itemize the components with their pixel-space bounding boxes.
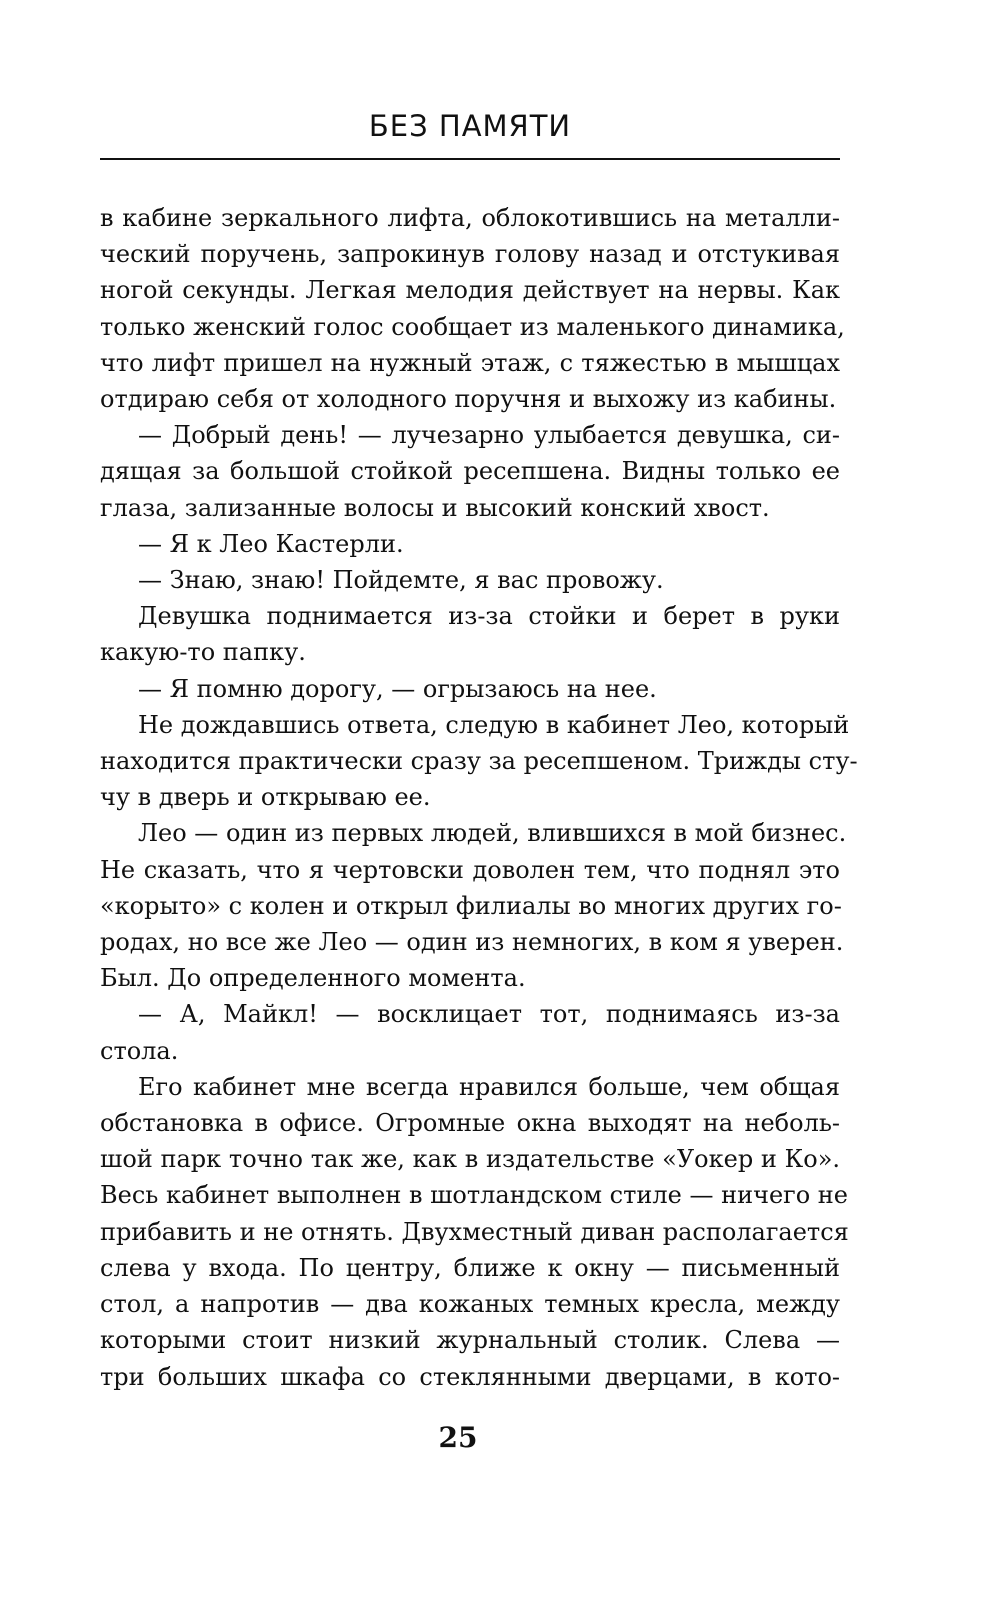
text-line: отдираю себя от холодного поручня и выхожу из кабины. [100,385,837,414]
text-line: родах, но все же Лео — один из немногих, в ком я уверен. [100,928,844,957]
text-line: ногой секунды. Легкая мелодия действует на нервы. Как [100,276,840,305]
text-line: находится практически сразу за ресепшеном. Трижды сту- [100,747,858,776]
text-line: стола. [100,1036,179,1065]
text-line: дящая за большой стойкой ресепшена. Видны только ее [100,457,840,486]
running-header: БЕЗ ПАМЯТИ [100,106,840,160]
book-page [100,106,858,1395]
text-line: Лео — один из первых людей, влившихся в мой бизнес. [138,819,847,848]
text-line: Весь кабинет выполнен в шотландском стиле — ничего не [100,1181,848,1210]
text-line: ческий поручень, запрокинув голову назад и отстукивая [100,240,840,269]
text-line: — Я к Лео Кастерли. [138,529,404,558]
text-line: — А, Майкл! — восклицает тот, поднимаясь из-за [138,1000,840,1029]
text-line: стол, а напротив — два кожаных темных кресла, между [100,1290,840,1319]
text-line: Не сказать, что я чертовски доволен тем, что поднял это [100,855,840,884]
text-line: чу в дверь и открываю ее. [100,783,431,812]
text-line: что лифт пришел на нужный этаж, с тяжестью в мышцах [100,348,840,377]
body-text [100,200,858,1395]
text-line: слева у входа. По центру, ближе к окну — письменный [100,1253,840,1282]
text-line: Девушка поднимается из-за стойки и берет в руки [138,602,840,631]
text-line: обстановка в офисе. Огромные окна выходят на неболь- [100,1109,840,1138]
text-line: «корыто» с колен и открыл филиалы во многих других го- [100,891,842,920]
text-line: прибавить и не отнять. Двухместный диван располагается [100,1217,849,1246]
text-line: — Добрый день! — лучезарно улыбается девушка, си- [138,421,840,450]
text-line: три больших шкафа со стеклянными дверцами, в кото- [100,1362,840,1391]
text-line: какую-то папку. [100,638,306,667]
text-line: — Я помню дорогу, — огрызаюсь на нее. [138,674,657,703]
text-line: в кабине зеркального лифта, облокотившись на металли- [100,204,840,232]
text-line: Не дождавшись ответа, следую в кабинет Лео, который [138,710,850,739]
text-line: которыми стоит низкий журнальный столик. Слева — [100,1326,840,1355]
text-line: только женский голос сообщает из маленького динамика, [100,312,845,341]
text-line: глаза, зализанные волосы и высокий конский хвост. [100,493,770,522]
text-line: Его кабинет мне всегда нравился больше, чем общая [138,1072,840,1101]
text-line: шой парк точно так же, как в издательстве «Уокер и Ко». [100,1145,840,1174]
text-line: — Знаю, знаю! Пойдемте, я вас провожу. [138,566,664,595]
page-number: 25 [438,1421,478,1454]
text-line: Был. До определенного момента. [100,964,526,993]
